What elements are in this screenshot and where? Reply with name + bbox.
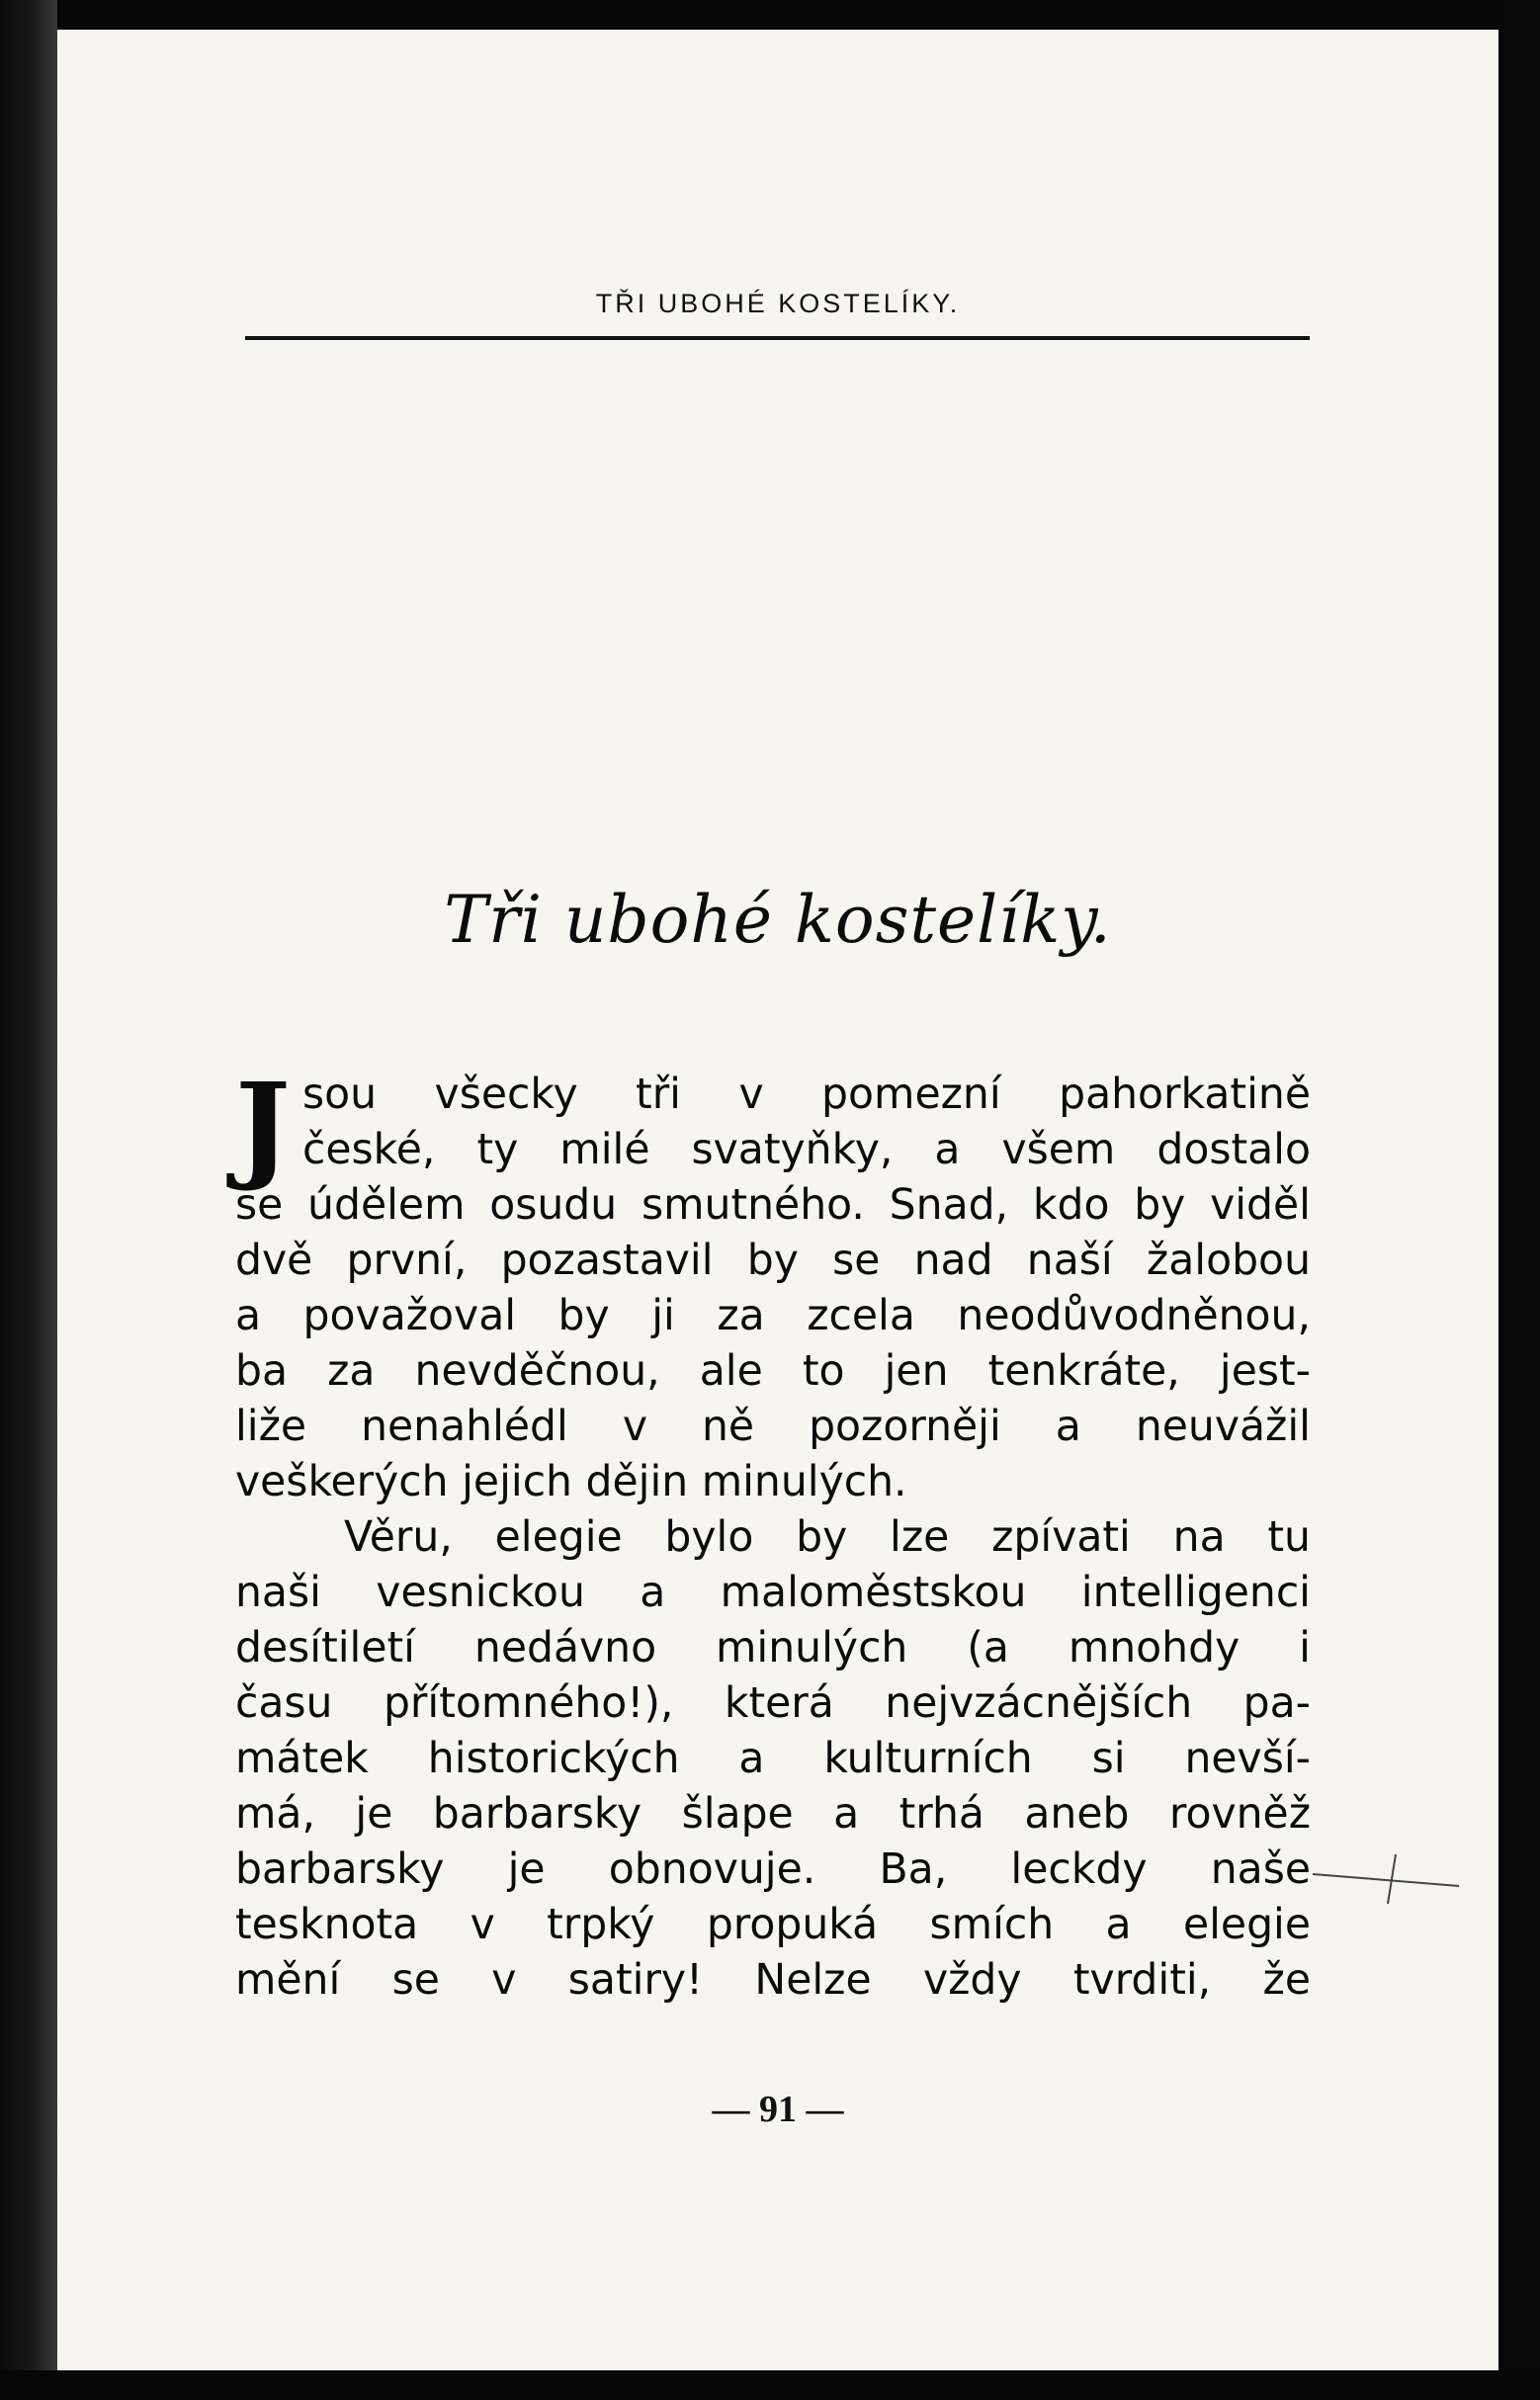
scan-bottom-edge [0,2370,1540,2400]
chapter-title: Tři ubohé kostelíky. [444,882,1112,958]
paragraph-1 [235,1057,1311,1510]
text-line: dvě první, pozastavil by se nad naší žalobou [235,1237,1311,1285]
text-line: Věru, elegie bylo by lze zpívati na tu [344,1513,1311,1562]
text-line: času přítomného!), která nejvzácnějších pa- [235,1679,1311,1728]
book-page [57,30,1498,2370]
text-line: a považoval by ji za zcela neodůvodněnou, [235,1292,1311,1340]
text-line: české, ty milé svatyňky, a všem dostalo [302,1126,1311,1174]
text-line: ba za nevděčnou, ale to jen tenkráte, jest- [235,1347,1311,1396]
text-line: desítiletí nedávno minulých (a mnohdy i [235,1624,1311,1672]
scan-right-edge [1498,0,1540,2400]
pencil-mark-icon [1311,1848,1469,1908]
text-line: má, je barbarsky šlape a trhá aneb rovněž [235,1790,1311,1839]
text-line: mátek historických a kulturních si nevší- [235,1735,1311,1783]
drop-cap: J [235,1057,291,1194]
scan-top-edge [0,0,1540,30]
text-line: tesknota v trpký propuká smích a elegie [235,1901,1311,1949]
text-line: naši vesnickou a maloměstskou intelligenci [235,1569,1311,1617]
scan-left-edge [0,0,57,2400]
body-text [235,1057,1311,2009]
paragraph-2 [235,1510,1311,2009]
running-head-rule [245,336,1310,340]
text-line: barbarsky je obnovuje. Ba, leckdy naše [235,1845,1311,1894]
text-line: veškerých jejich dějin minulých. [235,1458,907,1506]
text-line: se údělem osudu smutného. Snad, kdo by viděl [235,1181,1311,1230]
text-line: sou všecky tři v pomezní pahorkatině [302,1071,1311,1119]
running-head: TŘI UBOHÉ KOSTELÍKY. [595,289,961,318]
text-line: liže nenahlédl v ně pozorněji a neuvážil [235,1403,1311,1451]
text-line: mění se v satiry! Nelze vždy tvrditi, že [235,1956,1311,2005]
page-number: — 91 — [712,2089,844,2130]
